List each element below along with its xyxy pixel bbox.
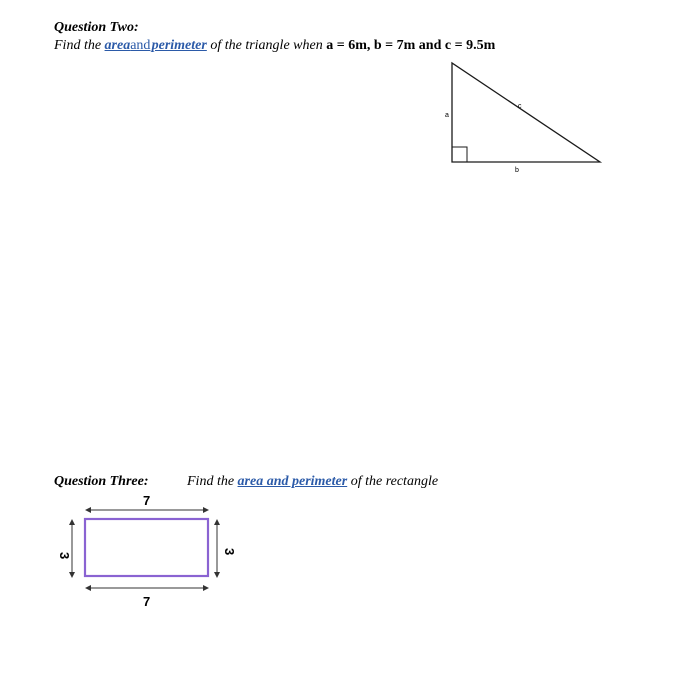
right-angle-marker [452,147,467,162]
prompt-prefix: Find the [54,38,102,53]
question-two-heading: Question Two: [54,20,139,35]
value-b: b = 7m [373,38,416,53]
and-link[interactable]: and [130,38,151,53]
triangle-label-b: b [515,167,519,174]
area-link[interactable]: area [104,38,131,53]
rectangle-figure [50,488,250,618]
triangle-outline [452,63,600,162]
prompt-middle: of the triangle when [210,38,323,53]
rect-top-label: 7 [143,493,151,508]
rect-left-label: 3 [57,552,72,560]
question-three-heading: Question Three: [54,474,149,489]
rect-right-label: 3 [222,548,237,556]
triangle-label-a: a [445,112,449,119]
area-and-perimeter-link[interactable]: area and perimeter [237,474,348,489]
right-triangle-figure [440,55,610,175]
q3-prompt-prefix: Find the [187,474,235,489]
rect-bottom-label: 7 [143,594,151,609]
perimeter-link[interactable]: perimeter [151,38,207,53]
value-a: a = 6m, [326,38,371,53]
q3-prompt-suffix: of the rectangle [350,474,439,489]
rectangle-shape [85,519,208,576]
question-two-prompt [54,38,495,54]
value-c: c = 9.5m [444,38,496,53]
and-word: and [418,38,442,53]
triangle-label-c: c [518,103,522,110]
